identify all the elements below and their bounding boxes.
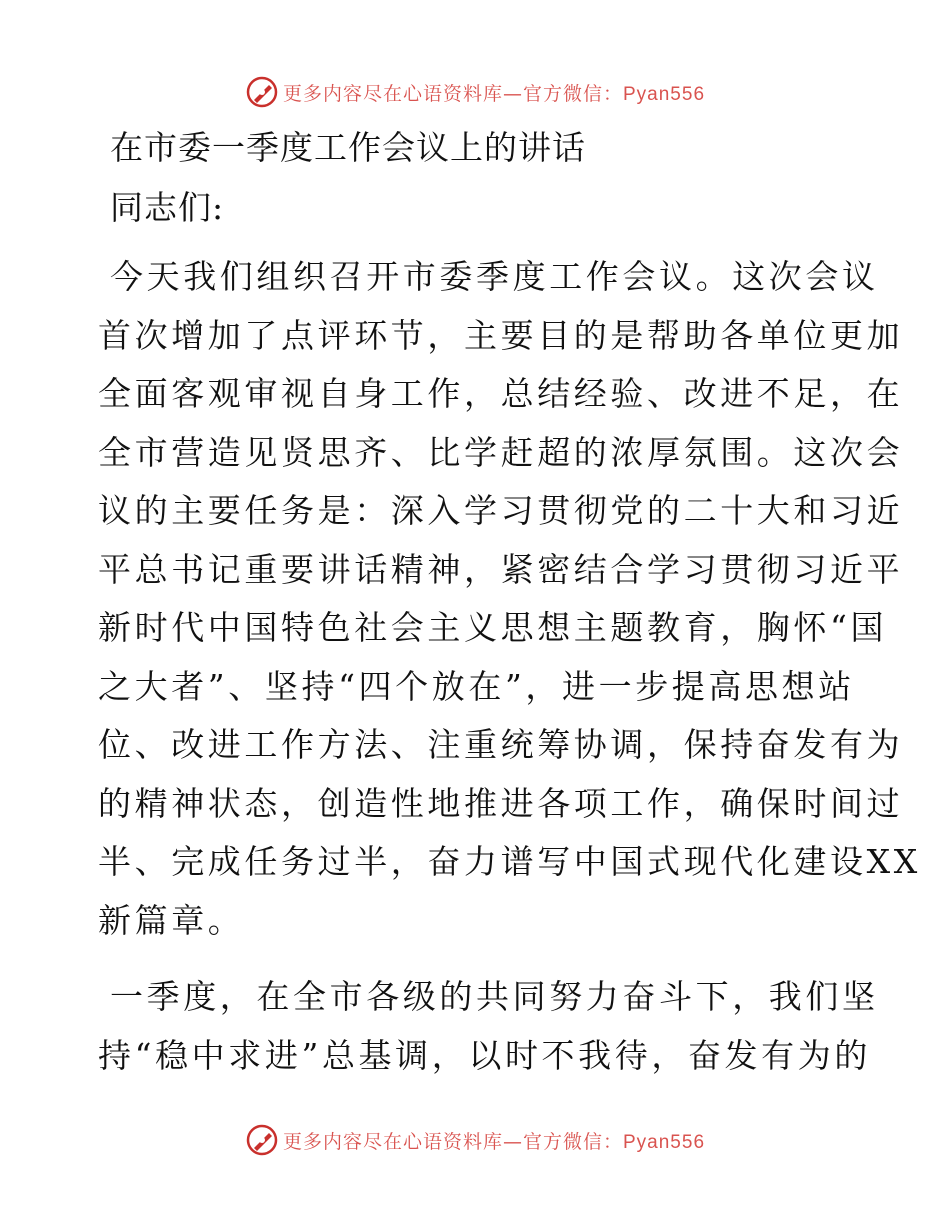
paragraph-line: 持“稳中求进”总基调，以时不我待，奋发有为的 — [98, 1035, 871, 1075]
paragraph-line: 全面客观审视自身工作，总结经验、改进不足，在 — [98, 374, 904, 413]
watermark-footer — [0, 1120, 950, 1160]
watermark-text: 更多内容尽在心语资料库—官方微信：Pyan556 — [282, 1130, 706, 1153]
paragraph-line: 新篇章。 — [98, 900, 245, 940]
greeting: 同志们: — [110, 188, 225, 227]
paragraph-line: 首次增加了点评环节，主要目的是帮助各单位更加 — [98, 315, 904, 355]
pen-logo-icon — [245, 1123, 279, 1157]
paragraph-line: 今天我们组织召开市委季度工作会议。这次会议 — [110, 257, 879, 296]
paragraph-line: 半、完成任务过半，奋力谱写中国式现代化建设XX — [98, 842, 921, 881]
paragraph-1 — [98, 248, 921, 950]
paragraph-line: 平总书记重要讲话精神，紧密结合学习贯彻习近平 — [98, 549, 904, 589]
paragraph-line: 之大者”、坚持“四个放在”，进一步提高思想站 — [98, 666, 855, 706]
document-title: 在市委一季度工作会议上的讲话 — [110, 128, 586, 167]
pen-logo-icon — [245, 75, 279, 109]
document-body — [98, 122, 921, 1085]
paragraph-2 — [98, 968, 879, 1085]
paragraph-line: 位、改进工作方法、注重统筹协调，保持奋发有为 — [98, 725, 904, 764]
watermark-text: 更多内容尽在心语资料库—官方微信：Pyan556 — [282, 82, 706, 105]
paragraph-line: 一季度，在全市各级的共同努力奋斗下，我们坚 — [110, 977, 879, 1016]
paragraph-line: 全市营造见贤思齐、比学赶超的浓厚氛围。这次会 — [98, 432, 904, 472]
watermark-header — [0, 72, 950, 112]
paragraph-line: 新时代中国特色社会主义思想主题教育，胸怀“国 — [98, 608, 888, 647]
paragraph-line: 的精神状态，创造性地推进各项工作，确保时间过 — [98, 783, 904, 823]
paragraph-line: 议的主要任务是：深入学习贯彻党的二十大和习近 — [98, 491, 904, 530]
